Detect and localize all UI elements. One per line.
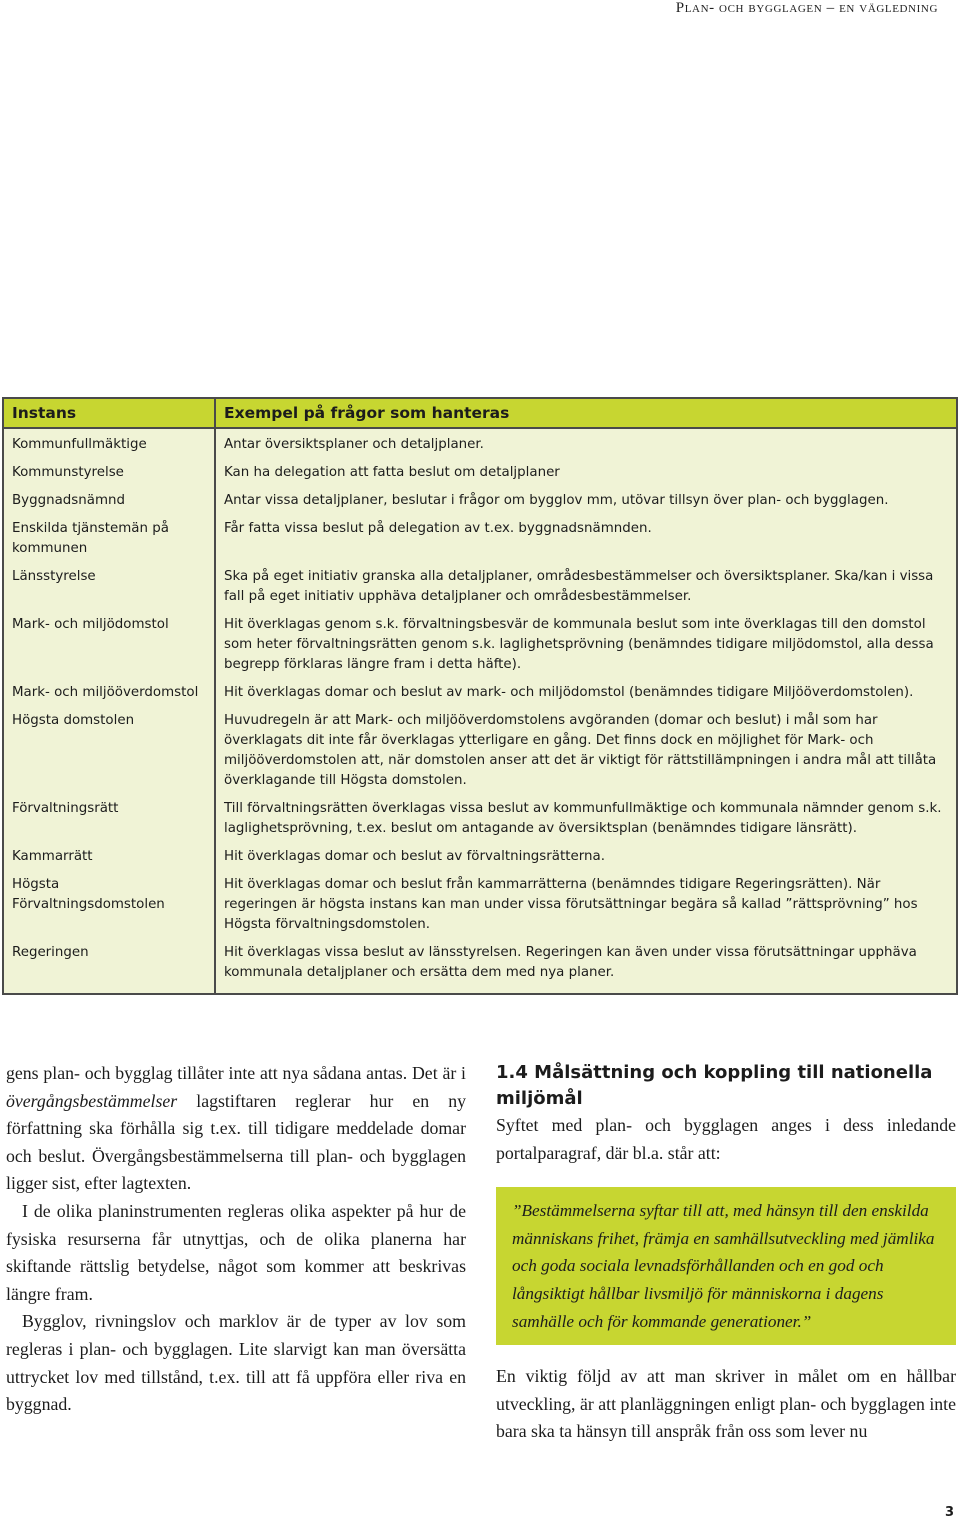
left-paragraph-2: I de olika planinstrumenten regleras olika aspekter på hur de fysiska resurserna får utnyttjas, och de olika planerna har skiftande rättslig betydelse, något som kommer att beskrivas längre fram.	[6, 1200, 466, 1304]
table-row	[4, 429, 956, 463]
table-cell-exempel: Antar vissa detaljplaner, beslutar i frågor om bygglov mm, utövar tillsyn över plan- och bygglagen.	[224, 493, 889, 508]
table-cell-exempel: Till förvaltningsrätten överklagas vissa beslut av kommunfullmäktige och kommunala nämnder genom s.k. laglighetsprövning, t.ex. beslut om antagande av översiktsplan (benämndes tidigare länsrätt).	[224, 801, 942, 836]
page-number: 3	[944, 1505, 954, 1520]
table-row	[4, 567, 956, 615]
instans-table	[2, 397, 958, 995]
table-row	[4, 491, 956, 519]
table-row	[4, 847, 956, 875]
table-row	[4, 519, 956, 567]
left-p1-text-a: gens plan- och bygglag tillåter inte att nya sådana antas. Det är i	[6, 1063, 466, 1083]
section-heading: 1.4 Målsättning och koppling till nationella miljömål	[496, 1062, 933, 1109]
table-cell-exempel: Huvudregeln är att Mark- och miljööverdomstolens avgöranden (domar och beslut) i mål som har överklagats dit inte får överklagas ytterligare en gång. Det finns dock en möjlighet för Mark- och miljööverdomstolen att, när domstolen anser att det är viktigt för rättstillämpningen i andra mål att tillåta överklagande till Högsta domstolen.	[224, 713, 937, 788]
header-exempel: Exempel på frågor som hanteras	[224, 404, 510, 422]
table-cell-instans: Högsta Förvaltningsdomstolen	[4, 875, 216, 943]
table-cell-exempel: Hit överklagas domar och beslut från kammarrätterna (benämndes tidigare Regeringsrätten). När regeringen är högsta instans kan man under vissa förutsättningar begära så kallad ”rättsprövning” hos Högsta förvaltningsdomstolen.	[224, 877, 918, 932]
left-p1-emphasis: övergångsbestämmelser	[6, 1090, 178, 1111]
table-cell-instans: Mark- och miljödomstol	[4, 615, 216, 683]
table-cell-instans: Högsta domstolen	[4, 711, 216, 799]
table-cell-exempel: Får fatta vissa beslut på delegation av t.ex. byggnadsnämnden.	[224, 521, 652, 536]
table-cell-exempel: Hit överklagas genom s.k. förvaltningsbesvär de kommunala beslut som inte överklagas till den domstol som heter förvaltningsrätten genom s.k. laglighetsprövning (benämndes tidigare miljödomstol, alla dessa begrepp förklaras längre fram i detta häfte).	[224, 617, 934, 672]
table-cell-instans: Byggnadsnämnd	[4, 491, 216, 519]
table-cell-instans: Länsstyrelse	[4, 567, 216, 615]
table-cell-exempel: Ska på eget initiativ granska alla detaljplaner, områdesbestämmelser och översiktsplaner. Ska/kan i vissa fall på eget initiativ upphäva detaljplaner och områdesbestämmelser.	[224, 569, 934, 604]
table-row	[4, 683, 956, 711]
running-head: Plan- och bygglagen – en vägledning	[675, 0, 938, 16]
left-p1-text-b: lagstiftaren reglerar hur en ny författning ska förhålla sig t.ex. till tidigare meddelade domar och beslut. Övergångsbestämmelserna till plan- och bygglagen ligger sist, efter lagtexten.	[6, 1090, 466, 1194]
table-cell-exempel: Kan ha delegation att fatta beslut om detaljplaner	[224, 465, 560, 480]
left-paragraph-1	[6, 1060, 466, 1198]
table-cell-instans: Förvaltningsrätt	[4, 799, 216, 847]
intro-paragraph: Syftet med plan- och bygglagen anges i dess inledande portalparagraf, där bl.a. står att:	[496, 1115, 956, 1163]
table-header-row	[4, 399, 956, 429]
quote-box: ”Bestämmelserna syftar till att, med hänsyn till den enskilda människans frihet, främja en samhällsutveckling med jämlika och goda sociala levnadsförhållanden och en god och långsiktigt hållbar livsmiljö för människorna i dagens samhälle och för kommande generationer.”	[496, 1187, 956, 1345]
table-cell-instans: Regeringen	[4, 943, 216, 993]
after-quote-paragraph: En viktig följd av att man skriver in målet om en hållbar utveckling, är att planläggningen enligt plan- och bygglagen inte bara ska ta hänsyn till anspråk från oss som lever nu	[496, 1366, 956, 1442]
table-cell-exempel: Hit överklagas domar och beslut av förvaltningsrätterna.	[224, 849, 605, 864]
table-row	[4, 463, 956, 491]
table-row	[4, 875, 956, 943]
table-cell-exempel: Hit överklagas vissa beslut av länsstyrelsen. Regeringen kan även under vissa förutsättningar upphäva kommunala detaljplaner och ersätta dem med nya planer.	[224, 945, 917, 980]
left-column	[6, 1060, 466, 1419]
table-cell-exempel: Hit överklagas domar och beslut av mark- och miljödomstol (benämndes tidigare Miljööverdomstolen).	[224, 685, 914, 700]
table-cell-exempel: Antar översiktsplaner och detaljplaner.	[224, 437, 484, 452]
left-paragraph-3: Bygglov, rivningslov och marklov är de typer av lov som regleras i plan- och bygglagen. Lite slarvigt kan man översätta uttrycket lov med tillstånd, t.ex. till att få uppföra eller riva en byggnad.	[6, 1311, 466, 1415]
table-cell-instans: Kommunfullmäktige	[4, 429, 216, 463]
table-row	[4, 943, 956, 993]
table-row	[4, 711, 956, 799]
table-cell-instans: Kommunstyrelse	[4, 463, 216, 491]
table-row	[4, 799, 956, 847]
table-cell-instans: Kammarrätt	[4, 847, 216, 875]
table-cell-instans: Mark- och miljööverdomstol	[4, 683, 216, 711]
table-row	[4, 615, 956, 683]
header-instans: Instans	[4, 399, 216, 427]
right-column	[496, 1060, 956, 1446]
table-cell-instans: Enskilda tjänstemän på kommunen	[4, 519, 216, 567]
